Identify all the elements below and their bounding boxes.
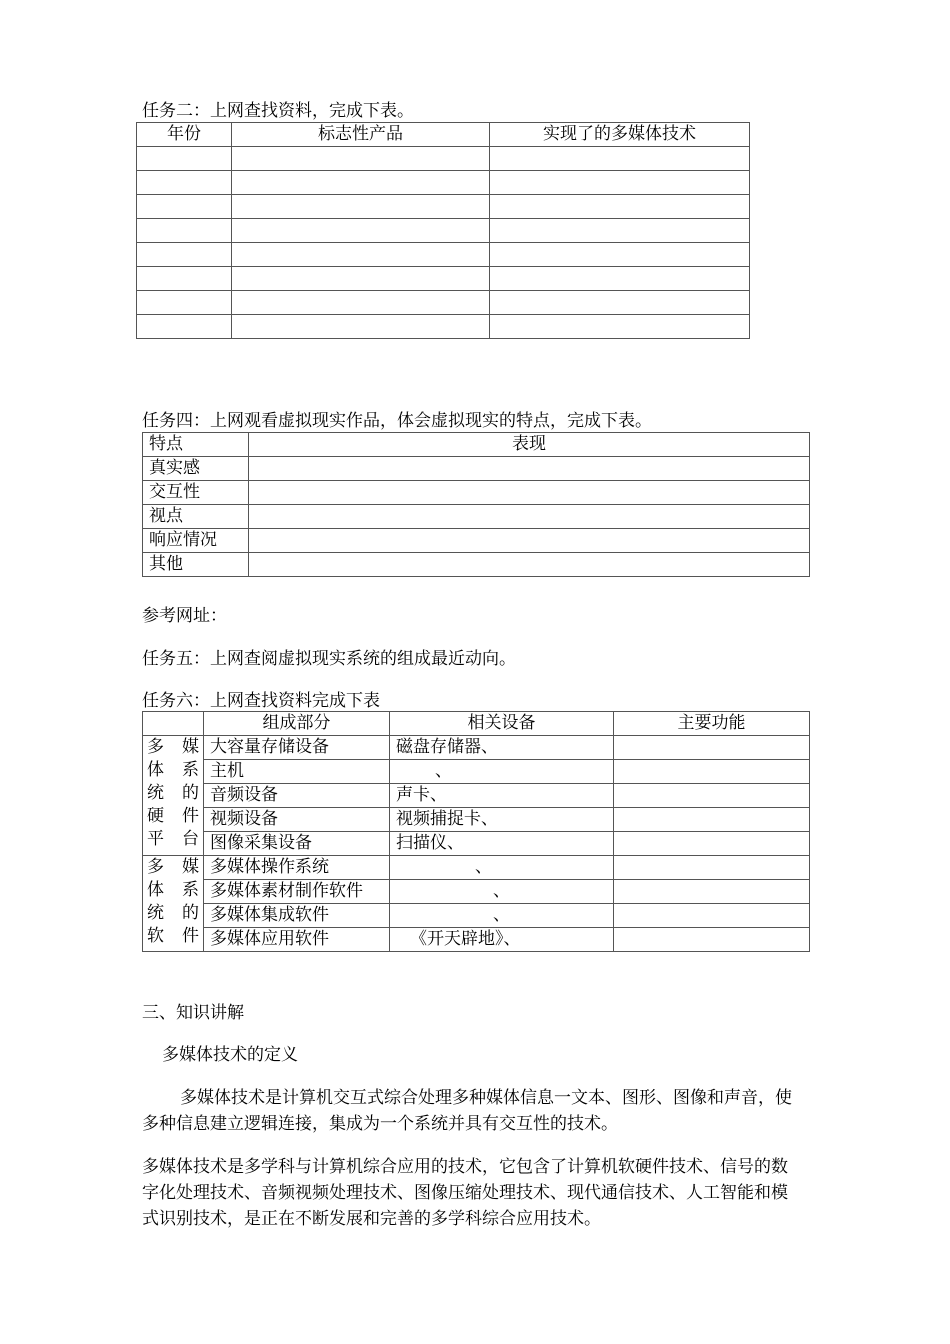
table-row xyxy=(137,267,750,291)
part-cell: 多媒体操作系统 xyxy=(204,856,390,880)
table-header-row xyxy=(143,433,810,457)
table-cell[interactable] xyxy=(249,505,810,529)
part-cell: 多媒体集成软件 xyxy=(204,904,390,928)
table-cell[interactable] xyxy=(232,291,490,315)
table-cell[interactable] xyxy=(490,195,750,219)
table-row xyxy=(143,832,810,856)
table-row xyxy=(137,243,750,267)
header-year: 年份 xyxy=(137,123,232,147)
table-cell[interactable] xyxy=(614,832,810,856)
table-row xyxy=(143,457,810,481)
task6-title: 任务六：上网查找资料完成下表 xyxy=(142,691,380,711)
table-cell[interactable] xyxy=(232,219,490,243)
device-cell: 视频捕捉卡、 xyxy=(390,808,614,832)
part-cell: 多媒体应用软件 xyxy=(204,928,390,952)
task5-title: 任务五：上网查阅虚拟现实系统的组成最近动向。 xyxy=(142,649,516,669)
feature-label: 交互性 xyxy=(143,481,249,505)
table-header-row xyxy=(143,712,810,736)
table-row xyxy=(143,760,810,784)
feature-label: 其他 xyxy=(143,553,249,577)
part-cell: 多媒体素材制作软件 xyxy=(204,880,390,904)
table-row xyxy=(137,171,750,195)
software-group-label: 多 媒 体 系 统 的 软件 xyxy=(143,856,204,952)
task4-title: 任务四：上网观看虚拟现实作品，体会虚拟现实的特点，完成下表。 xyxy=(142,411,652,431)
table-cell[interactable] xyxy=(137,195,232,219)
table-cell[interactable] xyxy=(137,243,232,267)
table-cell[interactable] xyxy=(232,267,490,291)
header-function: 主要功能 xyxy=(614,712,810,736)
table-cell[interactable] xyxy=(490,315,750,339)
table-row xyxy=(137,219,750,243)
device-cell: 、 xyxy=(390,904,614,928)
table-cell[interactable] xyxy=(614,808,810,832)
device-cell: 声卡、 xyxy=(390,784,614,808)
table-row xyxy=(143,856,810,880)
table-row xyxy=(143,481,810,505)
table-cell[interactable] xyxy=(490,219,750,243)
table-cell[interactable] xyxy=(137,147,232,171)
table-cell[interactable] xyxy=(232,315,490,339)
feature-label: 响应情况 xyxy=(143,529,249,553)
table-row xyxy=(143,904,810,928)
table-cell[interactable] xyxy=(137,219,232,243)
table-cell[interactable] xyxy=(614,904,810,928)
table-cell[interactable] xyxy=(614,928,810,952)
feature-label: 视点 xyxy=(143,505,249,529)
table-cell[interactable] xyxy=(232,243,490,267)
device-cell: 、 xyxy=(390,856,614,880)
header-part: 组成部分 xyxy=(204,712,390,736)
table-row xyxy=(143,505,810,529)
definition-paragraph-2: 多媒体技术是多学科与计算机综合应用的技术，它包含了计算机软硬件技术、信号的数字化处理技术、音频视频处理技术、图像压缩处理技术、现代通信技术、人工智能和模式识别技术，是正在不断发展和完善的多学科综合应用技术。 xyxy=(142,1157,788,1229)
feature-label: 真实感 xyxy=(143,457,249,481)
header-device: 相关设备 xyxy=(390,712,614,736)
section-subheading: 多媒体技术的定义 xyxy=(162,1045,298,1065)
table-cell[interactable] xyxy=(137,291,232,315)
reference-label: 参考网址： xyxy=(142,606,227,626)
task2-table xyxy=(136,122,750,339)
table-cell[interactable] xyxy=(614,880,810,904)
table-cell[interactable] xyxy=(614,760,810,784)
part-cell: 大容量存储设备 xyxy=(204,736,390,760)
table-cell[interactable] xyxy=(614,856,810,880)
table-cell[interactable] xyxy=(232,147,490,171)
table-cell[interactable] xyxy=(232,195,490,219)
device-cell: 、 xyxy=(390,760,614,784)
table-cell[interactable] xyxy=(249,529,810,553)
table-row xyxy=(143,736,810,760)
definition-paragraph-1: 多媒体技术是计算机交互式综合处理多种媒体信息一文本、图形、图像和声音，使多种信息建立逻辑连接，集成为一个系统并具有交互性的技术。 xyxy=(142,1088,792,1134)
table-row xyxy=(137,147,750,171)
table-cell[interactable] xyxy=(137,267,232,291)
table-row xyxy=(137,195,750,219)
table-cell[interactable] xyxy=(249,553,810,577)
table-cell[interactable] xyxy=(490,147,750,171)
table-cell[interactable] xyxy=(490,171,750,195)
table-row xyxy=(143,928,810,952)
hardware-group-label: 多 媒 体 系 统 的 硬 件 平台 xyxy=(143,736,204,856)
header-tech: 实现了的多媒体技术 xyxy=(490,123,750,147)
table-row xyxy=(143,553,810,577)
part-cell: 主机 xyxy=(204,760,390,784)
header-expression: 表现 xyxy=(249,433,810,457)
table-cell[interactable] xyxy=(137,315,232,339)
task6-table xyxy=(142,711,810,952)
table-row xyxy=(143,784,810,808)
table-header-row xyxy=(137,123,750,147)
header-product: 标志性产品 xyxy=(232,123,490,147)
table-cell[interactable] xyxy=(490,291,750,315)
part-cell: 图像采集设备 xyxy=(204,832,390,856)
table-row xyxy=(137,315,750,339)
part-cell: 视频设备 xyxy=(204,808,390,832)
device-cell: 、 xyxy=(390,880,614,904)
table-cell[interactable] xyxy=(249,457,810,481)
table-cell[interactable] xyxy=(249,481,810,505)
table-row xyxy=(143,529,810,553)
table-row xyxy=(137,291,750,315)
task4-table xyxy=(142,432,810,577)
table-cell[interactable] xyxy=(614,784,810,808)
table-cell[interactable] xyxy=(490,243,750,267)
section-heading: 三、知识讲解 xyxy=(142,1003,244,1023)
table-cell[interactable] xyxy=(490,267,750,291)
table-cell[interactable] xyxy=(232,171,490,195)
header-feature: 特点 xyxy=(143,433,249,457)
table-row xyxy=(143,880,810,904)
table-cell[interactable] xyxy=(137,171,232,195)
device-cell: 《开天辟地》、 xyxy=(390,928,614,952)
device-cell: 扫描仪、 xyxy=(390,832,614,856)
table-row xyxy=(143,808,810,832)
task2-title: 任务二：上网查找资料，完成下表。 xyxy=(142,101,414,121)
part-cell: 音频设备 xyxy=(204,784,390,808)
table-cell[interactable] xyxy=(614,736,810,760)
device-cell: 磁盘存储器、 xyxy=(390,736,614,760)
